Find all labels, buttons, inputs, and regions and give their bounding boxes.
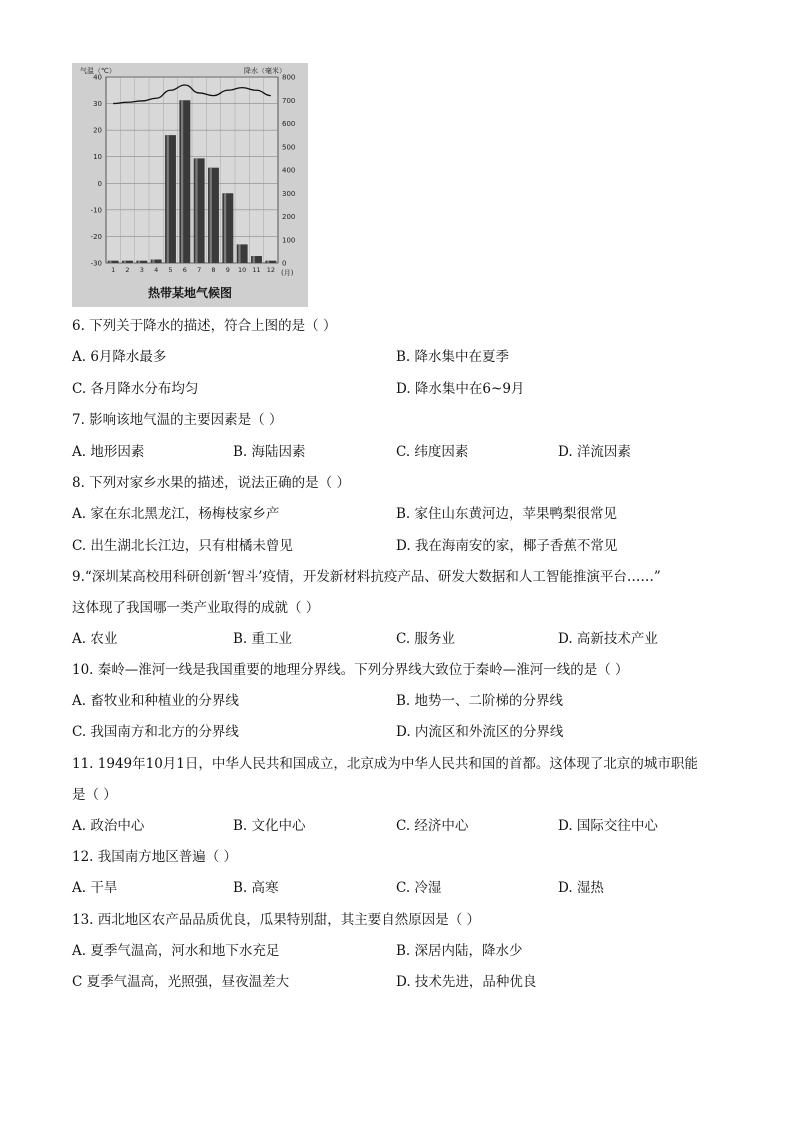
month-tick-label: 12 [266,266,275,274]
q12-option-b: B. 高寒 [233,880,279,896]
month-tick-label: 4 [154,266,159,274]
question-13: 13. 西北地区农产品品质优良，瓜果特别甜，其主要自然原因是（ ） [72,912,481,928]
q7-option-c: C. 纬度因素 [396,444,469,460]
q13-option-c: C 夏季气温高，光照强，昼夜温差大 [72,974,290,990]
month-tick-label: 7 [197,266,202,274]
question-10: 10. 秦岭—淮河一线是我国重要的地理分界线。下列分界线大致位于秦岭—淮河一线的是（ ） [72,662,629,678]
precip-bar [179,100,190,263]
left-tick-label: 0 [97,179,102,188]
q6-option-c: C. 各月降水分布均匀 [72,381,199,397]
precip-bar-highlight [124,261,126,263]
q11-option-a: A. 政治中心 [72,818,145,834]
right-tick-label: 0 [282,259,287,268]
right-tick-label: 400 [282,166,296,175]
question-11: 11. 1949年10月1日，中华人民共和国成立，北京成为中华人民共和国的首都。这体现了北京的城市职能 [72,756,698,772]
right-tick-label: 200 [282,213,296,221]
question-12: 12. 我国南方地区普遍（ ） [72,849,238,865]
q10-option-c: C. 我国南方和北方的分界线 [72,724,239,740]
left-tick-label: -20 [90,232,102,241]
precip-bar-highlight [181,100,183,263]
precip-bar-highlight [267,261,269,263]
left-tick-label: 40 [93,73,102,82]
climate-chart-svg [72,63,308,307]
right-tick-label: 700 [282,96,296,105]
right-tick-label: 500 [282,143,296,152]
q7-option-a: A. 地形因素 [72,444,145,460]
precip-bar-highlight [238,244,240,263]
precip-bar-highlight [195,158,197,263]
month-tick-label: 8 [211,266,216,274]
month-tick-label: 9 [225,266,230,274]
month-tick-label: 3 [139,266,144,274]
q10-option-d: D. 内流区和外流区的分界线 [396,724,564,740]
month-unit-label: (月) [281,269,294,277]
right-tick-label: 600 [282,120,296,128]
left-tick-label: 30 [93,100,102,109]
q10-option-a: A. 畜牧业和种植业的分界线 [72,693,239,709]
precip-bar-highlight [253,256,255,263]
precip-bar-highlight [167,135,169,263]
q13-option-b: B. 深居内陆，降水少 [396,943,523,959]
question-8: 8. 下列对家乡水果的描述，说法正确的是（ ） [72,475,350,491]
right-axis-label: 降水（毫米） [244,67,286,75]
q13-option-a: A. 夏季气温高，河水和地下水充足 [72,943,280,959]
month-tick-label: 6 [182,266,187,274]
right-tick-label: 800 [282,73,296,82]
right-tick-label: 100 [282,236,296,245]
q7-option-d: D. 洋流因素 [558,444,631,460]
q11-option-b: B. 文化中心 [233,818,306,834]
q11-option-c: C. 经济中心 [396,818,469,834]
q12-option-d: D. 湿热 [558,880,604,896]
q7-option-b: B. 海陆因素 [233,444,306,460]
q12-option-a: A. 干旱 [72,880,118,896]
precip-bar-highlight [138,261,140,263]
month-tick-label: 1 [111,266,116,274]
left-axis-label: 气温（℃） [80,67,116,75]
chart-title: 热带某地气候图 [147,286,233,300]
right-tick-label: 300 [282,189,296,198]
precip-bar-highlight [109,261,111,263]
question-9: 9.“深圳某高校用科研创新‘智斗’疫情，开发新材料抗疫产品、研发大数据和人工智能推演平台……” [72,569,661,585]
question-11-cont: 是（ ） [72,787,117,803]
left-tick-label: 10 [93,153,102,162]
climate-chart [72,63,308,307]
left-tick-label: -10 [90,206,102,215]
precip-bar [136,261,147,263]
q6-option-b: B. 降水集中在夏季 [396,349,510,365]
question-6: 6. 下列关于降水的描述，符合上图的是（ ） [72,318,337,334]
q8-option-c: C. 出生湖北长江边，只有柑橘未曾见 [72,538,293,554]
q12-option-c: C. 冷湿 [396,880,442,896]
question-9-cont: 这体现了我国哪一类产业取得的成就（ ） [72,600,320,616]
q8-option-b: B. 家住山东黄河边，苹果鸭梨很常见 [396,506,618,522]
q6-option-a: A. 6月降水最多 [72,349,167,365]
q8-option-a: A. 家在东北黑龙江，杨梅枝家乡产 [72,506,280,522]
q9-option-a: A. 农业 [72,631,118,647]
precip-bar-highlight [152,260,154,263]
q6-option-d: D. 降水集中在6~9月 [396,381,525,397]
q9-option-b: B. 重工业 [233,631,293,647]
precip-bar-highlight [224,193,226,263]
left-tick-label: -30 [90,259,102,268]
month-tick-label: 11 [252,266,261,274]
q10-option-b: B. 地势一、二阶梯的分界线 [396,693,564,709]
precip-bar-highlight [210,168,212,263]
q9-option-d: D. 高新技术产业 [558,631,658,647]
q9-option-c: C. 服务业 [396,631,455,647]
q11-option-d: D. 国际交往中心 [558,818,658,834]
month-tick-label: 10 [238,266,247,274]
month-tick-label: 5 [168,266,173,274]
left-tick-label: 20 [93,126,102,135]
question-7: 7. 影响该地气温的主要因素是（ ） [72,412,283,428]
q8-option-d: D. 我在海南安的家，椰子香蕉不常见 [396,538,618,554]
month-tick-label: 2 [125,266,130,274]
q13-option-d: D. 技术先进，品种优良 [396,974,537,990]
